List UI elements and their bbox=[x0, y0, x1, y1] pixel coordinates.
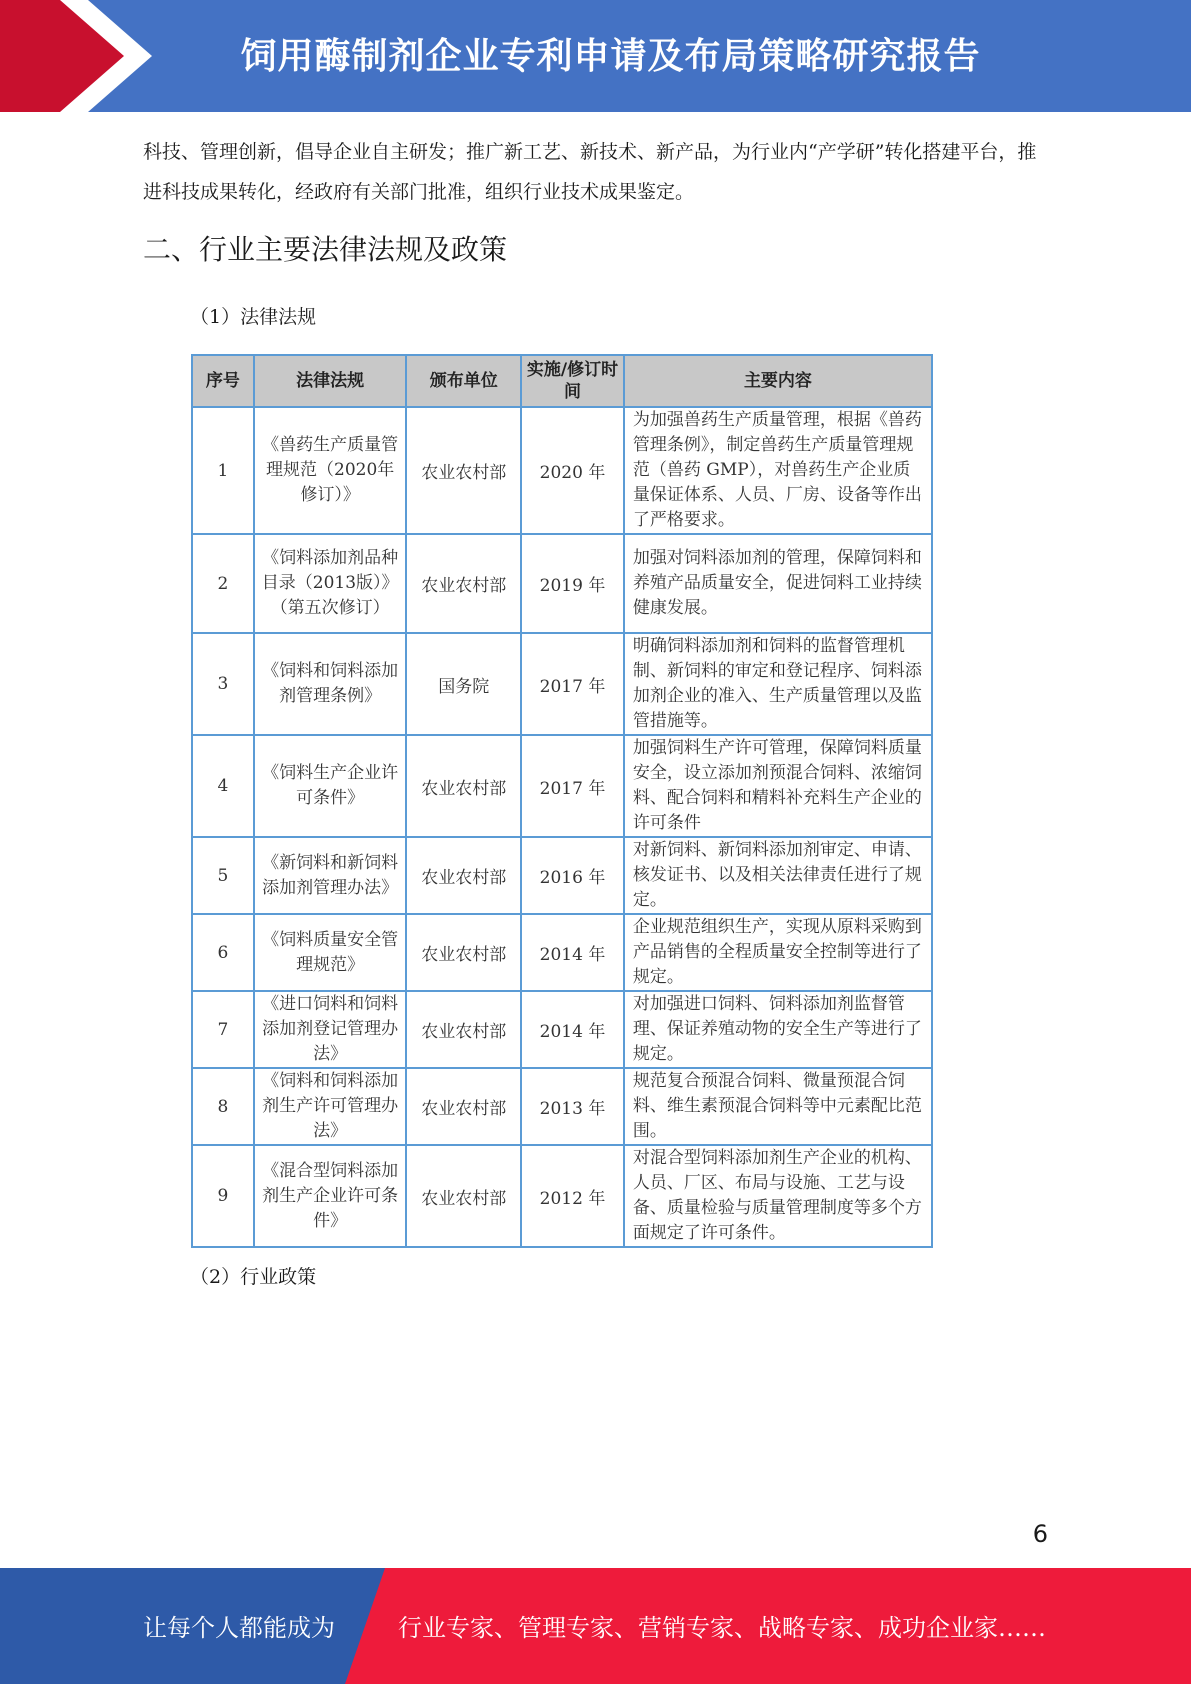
row-name: 《饲料质量安全管理规范》 bbox=[254, 914, 407, 991]
page-footer bbox=[0, 1568, 1191, 1684]
row-issuer: 农业农村部 bbox=[406, 914, 521, 991]
row-no: 5 bbox=[192, 837, 254, 914]
row-issuer: 国务院 bbox=[406, 633, 521, 735]
page-header bbox=[0, 0, 1191, 112]
row-name: 《饲料和饲料添加剂管理条例》 bbox=[254, 633, 407, 735]
row-issuer: 农业农村部 bbox=[406, 1068, 521, 1145]
row-issuer: 农业农村部 bbox=[406, 735, 521, 837]
row-date: 2019 年 bbox=[521, 534, 624, 633]
row-name: 《进口饲料和饲料添加剂登记管理办法》 bbox=[254, 991, 407, 1068]
table-row bbox=[192, 991, 932, 1068]
table-row bbox=[192, 914, 932, 991]
section-heading: 二、行业主要法律法规及政策 bbox=[143, 233, 508, 266]
row-date: 2013 年 bbox=[521, 1068, 624, 1145]
row-content: 对混合型饲料添加剂生产企业的机构、人员、厂区、布局与设施、工艺与设备、质量检验与质量管理制度等多个方面规定了许可条件。 bbox=[624, 1145, 932, 1247]
table-row bbox=[192, 837, 932, 914]
sub-heading-policy: （2）行业政策 bbox=[190, 1266, 317, 1288]
row-issuer: 农业农村部 bbox=[406, 407, 521, 534]
row-content: 规范复合预混合饲料、微量预混合饲料、维生素预混合饲料等中元素配比范围。 bbox=[624, 1068, 932, 1145]
header-no: 序号 bbox=[192, 355, 254, 407]
row-date: 2017 年 bbox=[521, 735, 624, 837]
row-content: 企业规范组织生产，实现从原料采购到产品销售的全程质量安全控制等进行了规定。 bbox=[624, 914, 932, 991]
row-issuer: 农业农村部 bbox=[406, 534, 521, 633]
table-row bbox=[192, 534, 932, 633]
table-row bbox=[192, 1145, 932, 1247]
row-no: 7 bbox=[192, 991, 254, 1068]
table-row bbox=[192, 735, 932, 837]
footer-slogan-left: 让每个人都能成为 bbox=[143, 1614, 335, 1642]
header-name: 法律法规 bbox=[254, 355, 407, 407]
table-row bbox=[192, 407, 932, 534]
row-name: 《混合型饲料添加剂生产企业许可条件》 bbox=[254, 1145, 407, 1247]
row-issuer: 农业农村部 bbox=[406, 991, 521, 1068]
table-header-row bbox=[192, 355, 932, 407]
row-no: 6 bbox=[192, 914, 254, 991]
header-issuer: 颁布单位 bbox=[406, 355, 521, 407]
page-number: 6 bbox=[1032, 1520, 1048, 1548]
row-no: 3 bbox=[192, 633, 254, 735]
row-name: 《兽药生产质量管理规范（2020年修订）》 bbox=[254, 407, 407, 534]
row-name: 《饲料和饲料添加剂生产许可管理办法》 bbox=[254, 1068, 407, 1145]
report-title: 饲用酶制剂企业专利申请及布局策略研究报告 bbox=[240, 36, 981, 77]
row-name: 《新饲料和新饲料添加剂管理办法》 bbox=[254, 837, 407, 914]
laws-table bbox=[191, 354, 933, 1248]
row-no: 9 bbox=[192, 1145, 254, 1247]
row-no: 2 bbox=[192, 534, 254, 633]
row-no: 4 bbox=[192, 735, 254, 837]
row-content: 为加强兽药生产质量管理，根据《兽药管理条例》，制定兽药生产质量管理规范（兽药 GMP），对兽药生产企业质量保证体系、人员、厂房、设备等作出了严格要求。 bbox=[624, 407, 932, 534]
row-date: 2020 年 bbox=[521, 407, 624, 534]
row-date: 2014 年 bbox=[521, 914, 624, 991]
row-content: 对新饲料、新饲料添加剂审定、申请、核发证书、以及相关法律责任进行了规定。 bbox=[624, 837, 932, 914]
sub-heading-laws: （1）法律法规 bbox=[190, 306, 317, 328]
row-content: 加强对饲料添加剂的管理，保障饲料和养殖产品质量安全，促进饲料工业持续健康发展。 bbox=[624, 534, 932, 633]
row-issuer: 农业农村部 bbox=[406, 1145, 521, 1247]
row-name: 《饲料生产企业许可条件》 bbox=[254, 735, 407, 837]
table-row bbox=[192, 1068, 932, 1145]
row-date: 2017 年 bbox=[521, 633, 624, 735]
row-content: 明确饲料添加剂和饲料的监督管理机制、新饲料的审定和登记程序、饲料添加剂企业的准入、生产质量管理以及监管措施等。 bbox=[624, 633, 932, 735]
row-content: 加强饲料生产许可管理，保障饲料质量安全，设立添加剂预混合饲料、浓缩饲料、配合饲料和精料补充料生产企业的许可条件 bbox=[624, 735, 932, 837]
row-no: 8 bbox=[192, 1068, 254, 1145]
intro-paragraph: 科技、管理创新，倡导企业自主研发；推广新工艺、新技术、新产品，为行业内“产学研”转化搭建平台，推进科技成果转化，经政府有关部门批准，组织行业技术成果鉴定。 bbox=[143, 141, 1037, 203]
row-issuer: 农业农村部 bbox=[406, 837, 521, 914]
header-date: 实施/修订时间 bbox=[521, 355, 624, 407]
row-date: 2016 年 bbox=[521, 837, 624, 914]
row-date: 2014 年 bbox=[521, 991, 624, 1068]
row-name: 《饲料添加剂品种目录（2013版）》（第五次修订） bbox=[254, 534, 407, 633]
row-date: 2012 年 bbox=[521, 1145, 624, 1247]
row-no: 1 bbox=[192, 407, 254, 534]
header-content: 主要内容 bbox=[624, 355, 932, 407]
row-content: 对加强进口饲料、饲料添加剂监督管理、保证养殖动物的安全生产等进行了规定。 bbox=[624, 991, 932, 1068]
table-row bbox=[192, 633, 932, 735]
footer-slogan-right: 行业专家、管理专家、营销专家、战略专家、成功企业家…… bbox=[398, 1614, 1046, 1642]
